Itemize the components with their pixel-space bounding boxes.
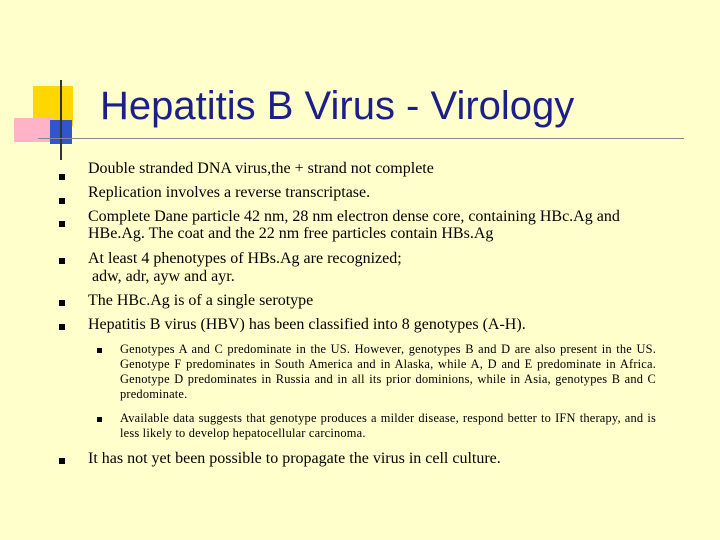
sub-bullet-square-icon [97, 348, 102, 353]
bullet-square-icon [59, 258, 65, 264]
bullet-2: Replication involves a reverse transcriptase. [88, 184, 371, 201]
sub-bullet-1: Genotypes A and C predominate in the US. However, genotypes B and D are also present in the US. Genotype F predominates in South America and in Alaska, while A, D and E predominate in Africa. Genotype D predominates in Russia and in all its prior dominions, while in Asia, genotypes B and C predominate. [120, 342, 656, 401]
bullet-square-icon [59, 174, 65, 180]
title-underline [38, 138, 684, 139]
sub-bullet-square-icon [97, 417, 102, 422]
sub-bullet-2: Available data suggests that genotype produces a milder disease, respond better to IFN therapy, and is less likely to develop hepatocellular carcinoma. [120, 411, 656, 440]
bullet-square-icon [59, 300, 65, 306]
bullet-square-icon [59, 458, 65, 464]
bullet-5: The HBc.Ag is of a single serotype [88, 292, 314, 309]
bullet-6: Hepatitis B virus (HBV) has been classified into 8 genotypes (A-H). [88, 316, 526, 333]
bullet-4-line-1: At least 4 phenotypes of HBs.Ag are recognized; [88, 250, 402, 267]
bullet-square-icon [59, 221, 65, 227]
bullet-square-icon [59, 198, 65, 204]
logo-vertical-line [60, 80, 62, 160]
bullet-square-icon [59, 324, 65, 330]
bullet-3: Complete Dane particle 42 nm, 28 nm electron dense core, containing HBc.Ag and HBe.Ag. The coat and the 22 nm free particles contain HBs.Ag [88, 208, 620, 242]
bullet-7: It has not yet been possible to propagate the virus in cell culture. [88, 450, 501, 467]
bullet-4-line-2: adw, adr, ayw and ayr. [88, 268, 235, 285]
slide-title: Hepatitis B Virus - Virology [100, 84, 575, 128]
bullet-1: Double stranded DNA virus,the + strand not complete [88, 160, 434, 177]
